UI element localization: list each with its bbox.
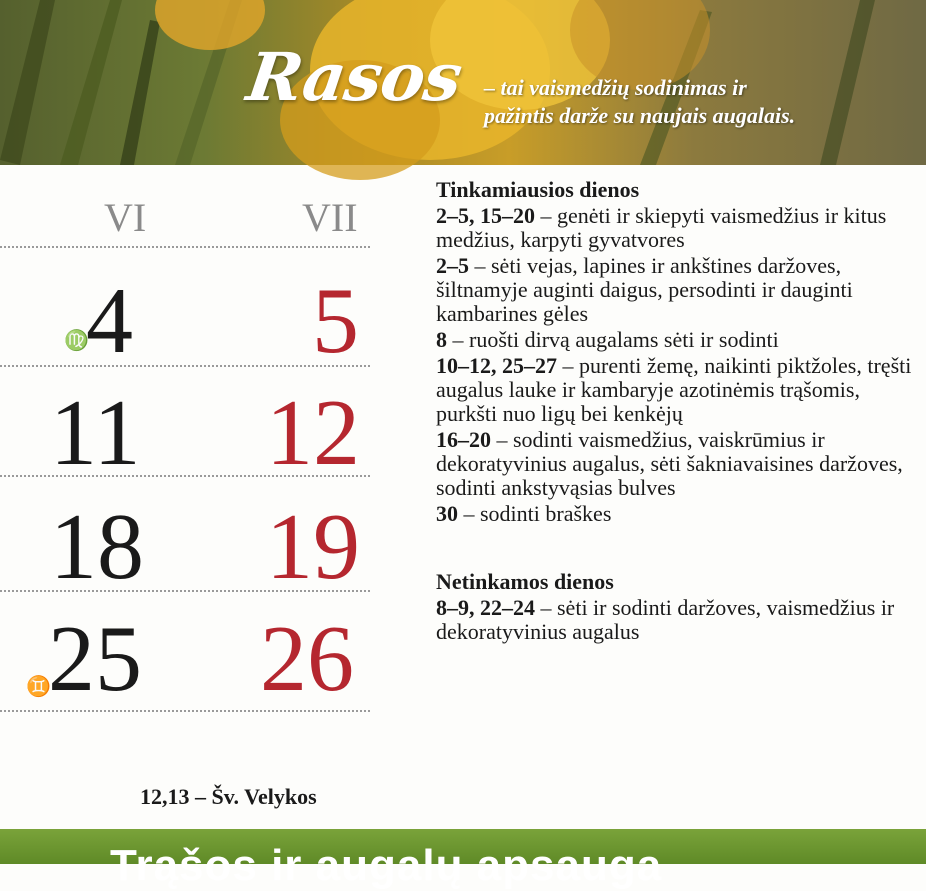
divider xyxy=(0,710,370,712)
tip-text: – sodinti braškes xyxy=(458,501,612,526)
day-4: 4 xyxy=(86,269,133,373)
holiday-note: 12,13 – Šv. Velykos xyxy=(140,784,317,809)
unsuitable-days-heading: Netinkamos dienos xyxy=(436,569,614,594)
month-label-vi: VI xyxy=(104,195,147,240)
tip-days: 10–12, 25–27 xyxy=(436,353,557,378)
gardening-tips xyxy=(436,178,916,646)
tip-item xyxy=(436,428,916,500)
tip-days: 30 xyxy=(436,501,458,526)
divider xyxy=(0,365,370,367)
tip-item xyxy=(436,204,916,252)
tip-text: – sodinti vaismedžius, vaiskrūmius ir dekoratyvinius augalus, sėti šakniavaisines daržoves, sodinti ankstyvąsias bulves xyxy=(436,427,903,500)
tip-days: 2–5 xyxy=(436,253,469,278)
tip-item xyxy=(436,328,916,352)
day-12: 12 xyxy=(266,381,360,485)
tip-text: – ruošti dirvą augalams sėti ir sodinti xyxy=(447,327,779,352)
tagline-line-2: pažintis darže su naujais augalais. xyxy=(484,103,796,128)
day-5: 5 xyxy=(312,269,359,373)
divider xyxy=(0,475,370,477)
tip-text: – sėti ir sodinti daržoves, vaismedžius ir dekoratyvinius augalus xyxy=(436,595,895,644)
tip-days: 16–20 xyxy=(436,427,491,452)
tip-text: – purenti žemę, naikinti piktžoles, tręšti augalus lauke ir kambaryje azotinėmis trąšomis, purkšti nuo ligų bei kenkėjų xyxy=(436,353,912,426)
tip-days: 8–9, 22–24 xyxy=(436,595,535,620)
suitable-days-heading: Tinkamiausios dienos xyxy=(436,177,640,202)
tip-item xyxy=(436,254,916,326)
header-banner xyxy=(0,0,926,165)
month-label-vii: VII xyxy=(302,195,358,240)
tagline-line-1: – tai vaismedžių sodinimas ir xyxy=(484,75,747,100)
brand-title: Rasos xyxy=(242,38,466,116)
tip-item xyxy=(436,502,916,526)
divider xyxy=(0,246,370,248)
header-tagline xyxy=(484,74,924,130)
tip-days: 2–5, 15–20 xyxy=(436,203,535,228)
day-11: 11 xyxy=(50,381,141,485)
tip-item xyxy=(436,596,916,644)
tip-item xyxy=(436,354,916,426)
tip-text: – sėti vejas, lapines ir ankštines daržoves, šiltnamyje auginti daigus, persodinti ir dauginti kambarines gėles xyxy=(436,253,853,326)
spacer xyxy=(436,528,916,570)
zodiac-gemini-icon: ♊ xyxy=(26,676,51,698)
tip-text: – genėti ir skiepyti vaismedžius ir kitus medžius, karpyti gyvatvores xyxy=(436,203,887,252)
zodiac-virgo-icon: ♍ xyxy=(64,330,89,352)
day-19: 19 xyxy=(266,495,360,599)
section-footer-bar xyxy=(0,829,926,890)
tip-days: 8 xyxy=(436,327,447,352)
footer-title: Trąšos ir augalų apsauga xyxy=(110,841,663,890)
day-26: 26 xyxy=(260,607,354,711)
day-25: 25 xyxy=(48,607,142,711)
divider xyxy=(0,590,370,592)
day-18: 18 xyxy=(50,495,144,599)
